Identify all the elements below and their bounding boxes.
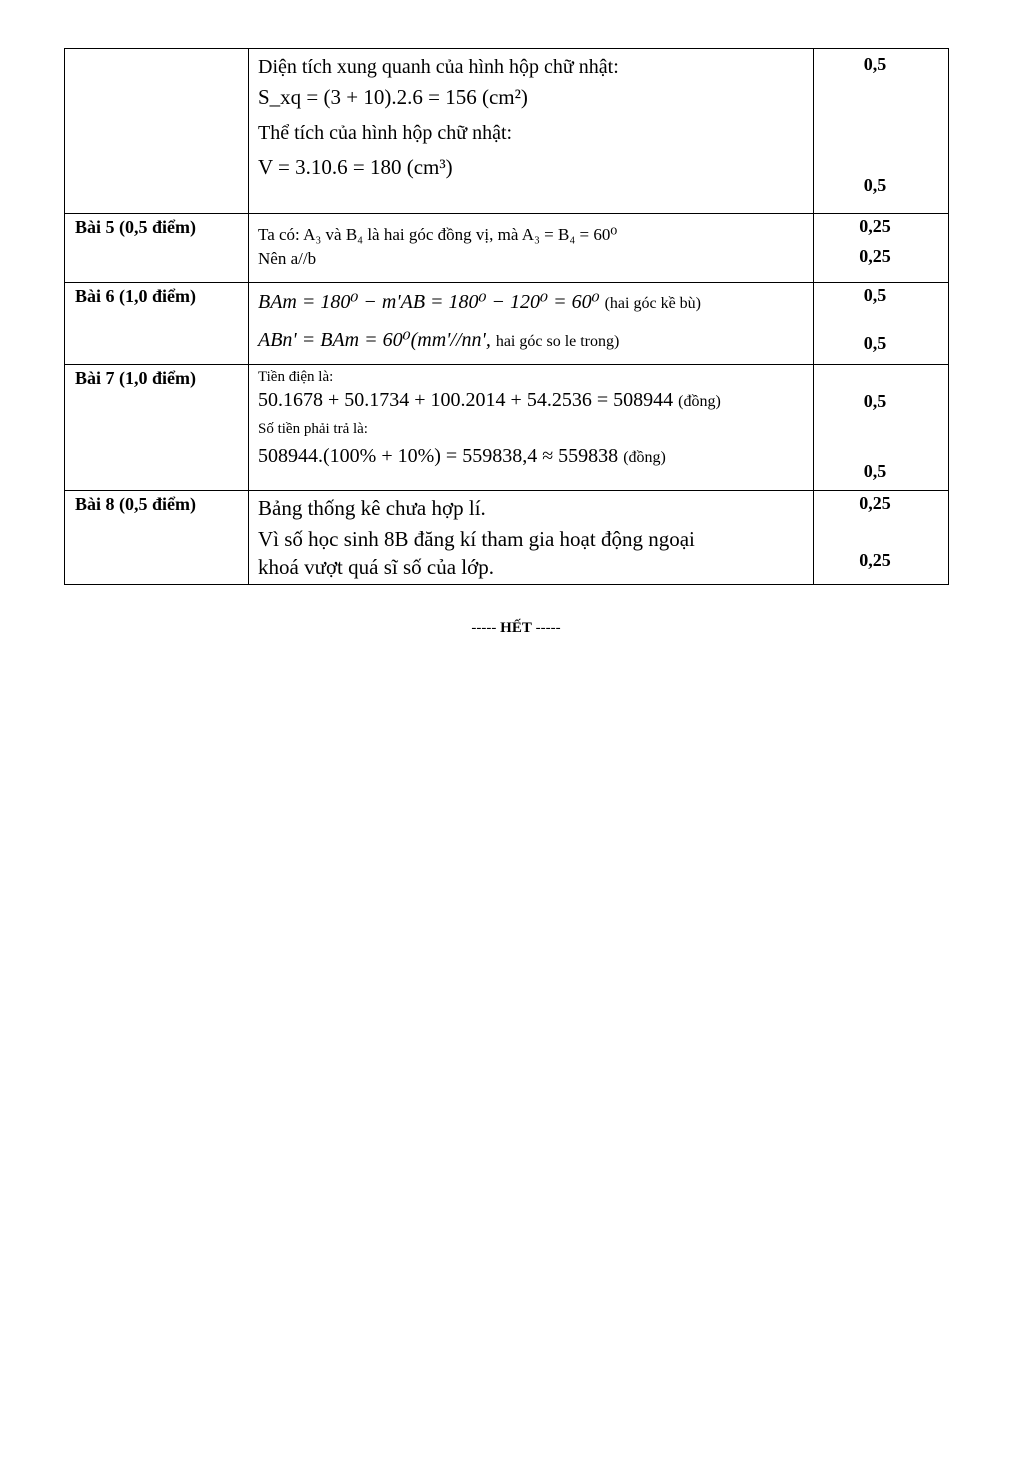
score-value: 0,5 (863, 391, 887, 411)
calculation: 508944.(100% + 10%) = 559838,4 ≈ 559838 (258, 445, 619, 467)
grading-table (64, 48, 949, 585)
table-row (65, 365, 949, 491)
score-value: 0,5 (863, 461, 887, 481)
row-label: Bài 5 (0,5 điểm) (75, 217, 196, 237)
angle-equation: BAm = 180⁰ − m'AB = 180⁰ − 120⁰ = 60⁰ (258, 291, 600, 313)
solution-line: Tiền điện là: (258, 369, 334, 385)
footer-dashes: ----- (471, 620, 497, 636)
solution-line: Ta có: A₃ và B₄ là hai góc đồng vị, mà A₃ = B₄ = 60⁰ (258, 225, 618, 244)
formula-line: S_xq = (3 + 10).2.6 = 156 (cm²) (258, 85, 528, 109)
footer-text: HẾT (500, 620, 532, 636)
table-row (65, 214, 949, 283)
end-marker (0, 620, 1032, 637)
equation-note: hai góc so le trong) (495, 333, 620, 350)
solution-line: Thể tích của hình hộp chữ nhật: (258, 122, 513, 144)
score-cell (814, 283, 949, 365)
score-cell (814, 49, 949, 214)
row-label: Bài 7 (1,0 điểm) (75, 368, 196, 388)
table-row (65, 491, 949, 585)
solution-line: Bảng thống kê chưa hợp lí. (258, 496, 486, 520)
score-value: 0,25 (859, 493, 891, 513)
row-label-cell (65, 49, 249, 214)
score-value: 0,25 (859, 550, 891, 570)
row-label-cell (65, 214, 249, 283)
score-cell (814, 365, 949, 491)
solution-line: Số tiền phải trả là: (258, 421, 368, 437)
solution-line: Vì số học sinh 8B đăng kí tham gia hoạt động ngoại (258, 527, 695, 551)
row-label (65, 49, 248, 51)
solution-cell (249, 49, 814, 214)
row-label: Bài 8 (0,5 điểm) (75, 494, 196, 514)
formula-line: V = 3.10.6 = 180 (cm³) (258, 155, 453, 179)
row-label-cell (65, 491, 249, 585)
score-value: 0,5 (863, 54, 887, 74)
solution-cell (249, 491, 814, 585)
solution-line: Diện tích xung quanh của hình hộp chữ nhật: (258, 56, 619, 78)
angle-equation: ABn' = BAm = 60⁰(mm'//nn', (258, 329, 491, 351)
table-row (65, 49, 949, 214)
unit-note: (đồng) (623, 449, 666, 466)
score-cell (814, 214, 949, 283)
solution-cell (249, 283, 814, 365)
calculation: 50.1678 + 50.1734 + 100.2014 + 54.2536 = 508944 (258, 389, 674, 411)
score-cell (814, 491, 949, 585)
score-value: 0,5 (863, 175, 887, 195)
solution-cell (249, 214, 814, 283)
solution-line: khoá vượt quá sĩ số của lớp. (258, 555, 494, 579)
solution-cell (249, 365, 814, 491)
score-value: 0,5 (863, 285, 887, 305)
score-value: 0,25 (859, 246, 891, 266)
row-label-cell (65, 365, 249, 491)
row-label-cell (65, 283, 249, 365)
score-value: 0,5 (863, 333, 887, 353)
footer-dashes: ----- (535, 620, 561, 636)
equation-note: (hai góc kề bù) (604, 295, 701, 312)
score-value: 0,25 (859, 216, 891, 236)
row-label: Bài 6 (1,0 điểm) (75, 286, 196, 306)
table-row (65, 283, 949, 365)
solution-line: Nên a//b (258, 249, 317, 268)
unit-note: (đồng) (678, 393, 721, 410)
